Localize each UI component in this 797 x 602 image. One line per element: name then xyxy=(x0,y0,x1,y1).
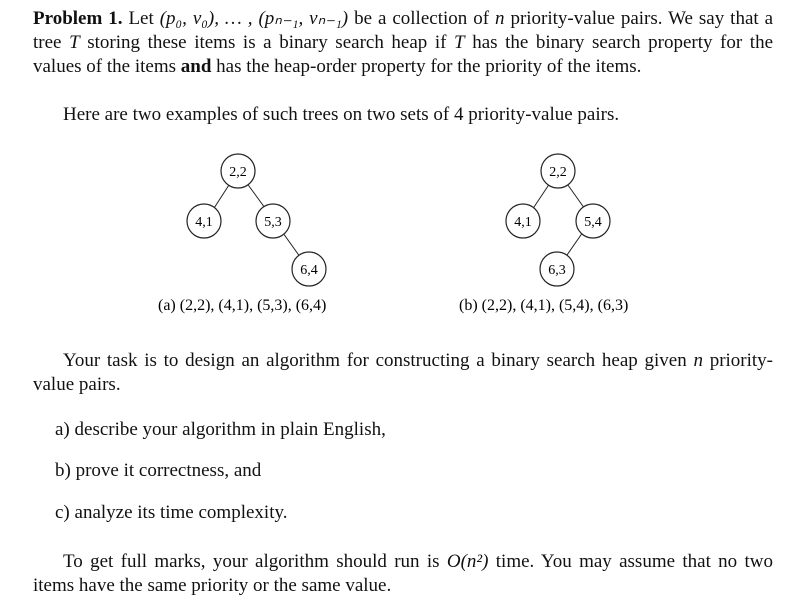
node-label: 6,4 xyxy=(300,263,318,278)
tree-a-node-right-right xyxy=(292,252,326,286)
text-fragment: To get full marks, your algorithm should run is xyxy=(63,551,440,572)
figure-b-caption: (b) (2,2), (4,1), (5,4), (6,3) xyxy=(459,297,629,314)
text-fragment: storing these items is a binary search heap if xyxy=(87,32,447,53)
node-label: 4,1 xyxy=(514,215,532,230)
text-fragment: Let xyxy=(128,8,154,29)
figure-a-caption: (a) (2,2), (4,1), (5,3), (6,4) xyxy=(158,297,327,314)
node-label: 4,1 xyxy=(195,215,213,230)
list-item: a) describe your algorithm in plain English, xyxy=(55,419,386,440)
tree-b-node-root xyxy=(541,154,575,188)
list-item: c) analyze its time complexity. xyxy=(55,502,288,523)
bold-and: and xyxy=(180,56,212,77)
tree-a-node-left xyxy=(187,204,221,238)
list-item: b) prove it correctness, and xyxy=(55,460,262,481)
text-fragment: priority-value pairs. We say that a tree xyxy=(33,8,774,53)
node-label: 2,2 xyxy=(549,165,567,180)
node-label: 2,2 xyxy=(229,165,247,180)
figures-svg xyxy=(0,150,797,350)
complexity-math: O(n²) xyxy=(446,551,489,572)
tree-a-node-right xyxy=(256,204,290,238)
math-T: T xyxy=(454,32,465,53)
tree-b-node-left xyxy=(506,204,540,238)
text-fragment: has the binary search property for the values of the items xyxy=(33,32,773,77)
text-fragment: be a collection of xyxy=(354,8,490,29)
math-n: n xyxy=(693,350,703,371)
math-T: T xyxy=(69,32,80,53)
task-statement xyxy=(33,349,773,397)
text-fragment: Your task is to design an algorithm for constructing a binary search heap given xyxy=(63,350,687,371)
tree-b-node-right xyxy=(576,204,610,238)
complexity-requirement xyxy=(33,550,773,598)
text-fragment: priority-value pairs. xyxy=(33,350,774,395)
node-label: 5,3 xyxy=(264,215,282,230)
pairs-math: (p₀, v₀), … , (pₙ₋₁, vₙ₋₁) xyxy=(159,8,349,29)
node-label: 6,3 xyxy=(548,263,566,278)
tree-a-node-root xyxy=(221,154,255,188)
tree-b-node-right-left xyxy=(540,252,574,286)
examples-intro: Here are two examples of such trees on two sets of 4 priority-value pairs. xyxy=(63,104,620,125)
problem-statement xyxy=(33,7,773,79)
node-label: 5,4 xyxy=(584,215,602,230)
text-fragment: time. You may assume that no two items have the same priority or the same value. xyxy=(33,551,774,596)
text-fragment: has the heap-order property for the priority of the items. xyxy=(216,56,642,77)
problem-heading: Problem 1. xyxy=(33,8,123,29)
math-n: n xyxy=(494,8,505,29)
